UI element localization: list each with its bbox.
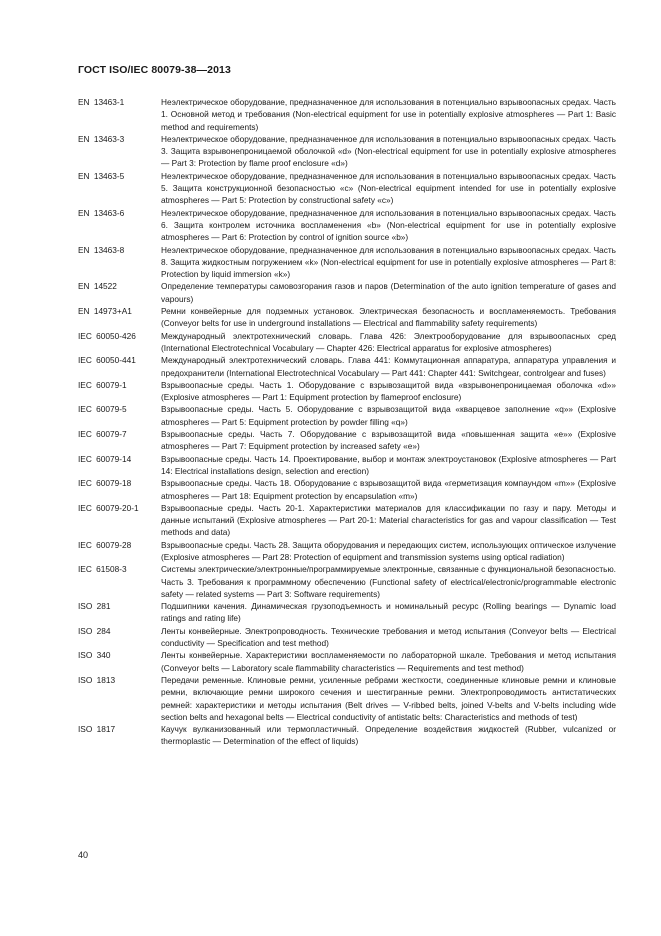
standard-description: Каучук вулканизованный или термопластичный. Определение воздействия жидкостей (Rubber, vulcanized or thermoplastic — Determination of the effect of liquids) (161, 724, 616, 747)
standard-code: ISO 281 (78, 601, 111, 612)
reference-entry (78, 502, 616, 539)
reference-entry (78, 133, 616, 170)
reference-entry (78, 244, 616, 281)
reference-entry (78, 600, 616, 625)
reference-entry (78, 379, 616, 404)
standard-code: IEC 60079-14 (78, 453, 132, 464)
reference-entry (78, 649, 616, 674)
standard-description: Системы электрические/электронные/программируемые электронные, связанные с функциональной безопасностью. Часть 3. Требования к программному обеспечению (Functional safety of electrical/electronic/programmable electronic safety — related systems — Part 3: Software requirements) (161, 564, 616, 599)
reference-entry (78, 96, 616, 133)
reference-entry (78, 428, 616, 453)
standard-code: ISO 284 (78, 625, 111, 636)
standard-description: Передачи ременные. Клиновые ремни, усиленные ребрами жесткости, соединенные клиновые ремни и клиновые ремни, включающие ремни широкого сечения и шестигранные ремни. Электропроводимость антистатических ремней: характеристики и методы испытания (Belt drives — V-ribbed belts, joined V-belts and V-belts including wide section belts and hexagonal belts — Electrical conductivity of antistatic belts: Characteristics and methods of test) (161, 674, 616, 722)
reference-entry (78, 403, 616, 428)
standard-code: EN 13463-1 (78, 97, 125, 107)
standard-code: IEC 60079-18 (78, 478, 132, 489)
document-header: ГОСТ ISO/IEC 80079-38—2013 (78, 64, 231, 76)
standard-code: ISO 1817 (78, 724, 116, 735)
standard-description: Взрывоопасные среды. Часть 7. Оборудование с взрывозащитой вида «повышенная защита «е»» (Explosive atmospheres — Part 7: Equipment protection by increased safety «е») (161, 429, 616, 452)
standard-description: Взрывоопасные среды. Часть 18. Оборудование с взрывозащитой вида «герметизация компаундом «m»» (Explosive atmospheres — Part 18: Equipment protection by encapsulation «m») (161, 478, 616, 501)
reference-entry (78, 330, 616, 355)
standard-description: Взрывоопасные среды. Часть 28. Защита оборудования и передающих систем, использующих оптическое излучение (Explosive atmospheres — Part 28: Protection of equipment and transmission systems using optical radiation) (161, 539, 616, 562)
standard-code: ISO 1813 (78, 674, 116, 685)
standard-description: Неэлектрическое оборудование, предназначенное для использования в потенциально взрывоопасных средах. Часть 8. Защита жидкостным погружением «k» (Non-electrical equipment for use in potentially explosive atmospheres — Part 8: Protection by liquid immersion «k») (161, 244, 616, 280)
reference-entry (78, 563, 616, 600)
standard-description: Определение температуры самовозгорания газов и паров (Determination of the auto ignition temperature of gases and vapours) (161, 281, 616, 304)
standard-description: Взрывоопасные среды. Часть 20-1. Характеристики материалов для классификации по газу и пару. Методы и данные испытаний (Explosive atmospheres — Part 20-1: Material characteristics for gas and vapour classification — Test methods and data) (161, 502, 616, 538)
standard-description: Ремни конвейерные для подземных установок. Электрическая безопасность и воспламеняемость. Требования (Conveyor belts for use in underground installations — Electrical and flammability safety requirements) (161, 306, 616, 329)
standard-description: Неэлектрическое оборудование, предназначенное для использования в потенциально взрывоопасных средах. Часть 5. Защита конструкционной безопасностью «c» (Non-electrical equipment intended for use in potentially explosive atmospheres — Part 5: Protection by constructional safety «c») (161, 170, 616, 206)
standard-code: IEC 60079-20-1 (78, 502, 139, 513)
standard-description: Взрывоопасные среды. Часть 1. Оборудование с взрывозащитой вида «взрывонепроницаемая оболочка «d»» (Explosive atmospheres — Part 1: Equipment protection by flameproof enclosure) (161, 379, 616, 403)
reference-entry (78, 305, 616, 330)
reference-entry (78, 354, 616, 379)
reference-entry (78, 477, 616, 502)
page-number: 40 (78, 850, 89, 860)
standard-description: Взрывоопасные среды. Часть 5. Оборудование с взрывозащитой вида «кварцевое заполнение «q»» (Explosive atmospheres — Part 5: Equipment protection by powder filling «q») (161, 404, 616, 427)
standard-code: IEC 60079-5 (78, 404, 127, 415)
standard-description: Международный электротехнический словарь. Глава 426: Электрооборудование для взрывоопасных сред (International Electrotechnical Vocabulary — Chapter 426: Electrical apparatus for explosive atmospheres) (161, 330, 616, 353)
standard-code: IEC 60079-1 (78, 379, 127, 390)
standard-code: EN 13463-3 (78, 133, 125, 144)
standard-code: IEC 60079-28 (78, 539, 132, 550)
standard-description: Неэлектрическое оборудование, предназначенное для использования в потенциально взрывоопасных средах. Часть 3. Защита взрывонепроницаемой оболочкой «d» (Non-electrical equipment for use in potentially explosive atmospheres — Part 3: Protection by flame proof enclosure «d») (161, 133, 616, 169)
standard-description: Подшипники качения. Динамическая грузоподъемность и номинальный ресурс (Rolling bearings — Dynamic load ratings and rating life) (161, 601, 616, 624)
standard-description: Неэлектрическое оборудование, предназначенное для использования в потенциально взрывоопасных средах. Часть 6. Защита контролем источника воспламенения «b» (Non-electrical equipment for use in potentially explosive atmospheres — Part 6: Protection by control of ignition source «b») (161, 207, 616, 243)
standard-code: IEC 60050-426 (78, 330, 136, 341)
standard-code: IEC 60050-441 (78, 355, 136, 366)
standard-description: Ленты конвейерные. Электропроводность. Технические требования и метод испытания (Conveyor belts — Electrical conductivity — Specification and test method) (161, 625, 616, 649)
standard-description: Международный электротехнический словарь. Глава 441: Коммутационная аппаратура, аппаратура управления и предохранители (International Electrotechnical Vocabulary — Part 441: Chapter 441: Switchgear, controlgear and fuses) (161, 355, 616, 378)
reference-entry (78, 723, 616, 748)
reference-entry (78, 453, 616, 478)
standard-code: EN 13463-6 (78, 207, 125, 218)
standard-code: EN 14522 (78, 281, 117, 292)
standard-description: Ленты конвейерные. Характеристики воспламеняемости по лабораторной шкале. Требования и метод испытания (Conveyor belts — Laboratory scale flammability characteristics — Requirements and test method) (161, 650, 616, 673)
standard-description: Неэлектрическое оборудование, предназначенное для использования в потенциально взрывоопасных средах. Часть 1. Основной метод и требования (Non-electrical equipment for use in potentially explosive atmospheres — Part 1: Basic method and requirements) (161, 97, 616, 132)
standard-code: EN 13463-8 (78, 244, 125, 255)
references-list (78, 96, 616, 748)
standard-code: ISO 340 (78, 650, 111, 661)
reference-entry (78, 170, 616, 207)
reference-entry (78, 539, 616, 564)
standard-code: EN 13463-5 (78, 170, 125, 181)
reference-entry (78, 625, 616, 650)
reference-entry (78, 280, 616, 305)
reference-entry (78, 207, 616, 244)
standard-code: IEC 60079-7 (78, 429, 127, 440)
reference-entry (78, 674, 616, 723)
standard-description: Взрывоопасные среды. Часть 14. Проектирование, выбор и монтаж электроустановок (Explosive atmospheres — Part 14: Electrical installations design, selection and erection) (161, 453, 616, 476)
standard-code: IEC 61508-3 (78, 564, 127, 575)
standard-code: EN 14973+A1 (78, 306, 132, 317)
